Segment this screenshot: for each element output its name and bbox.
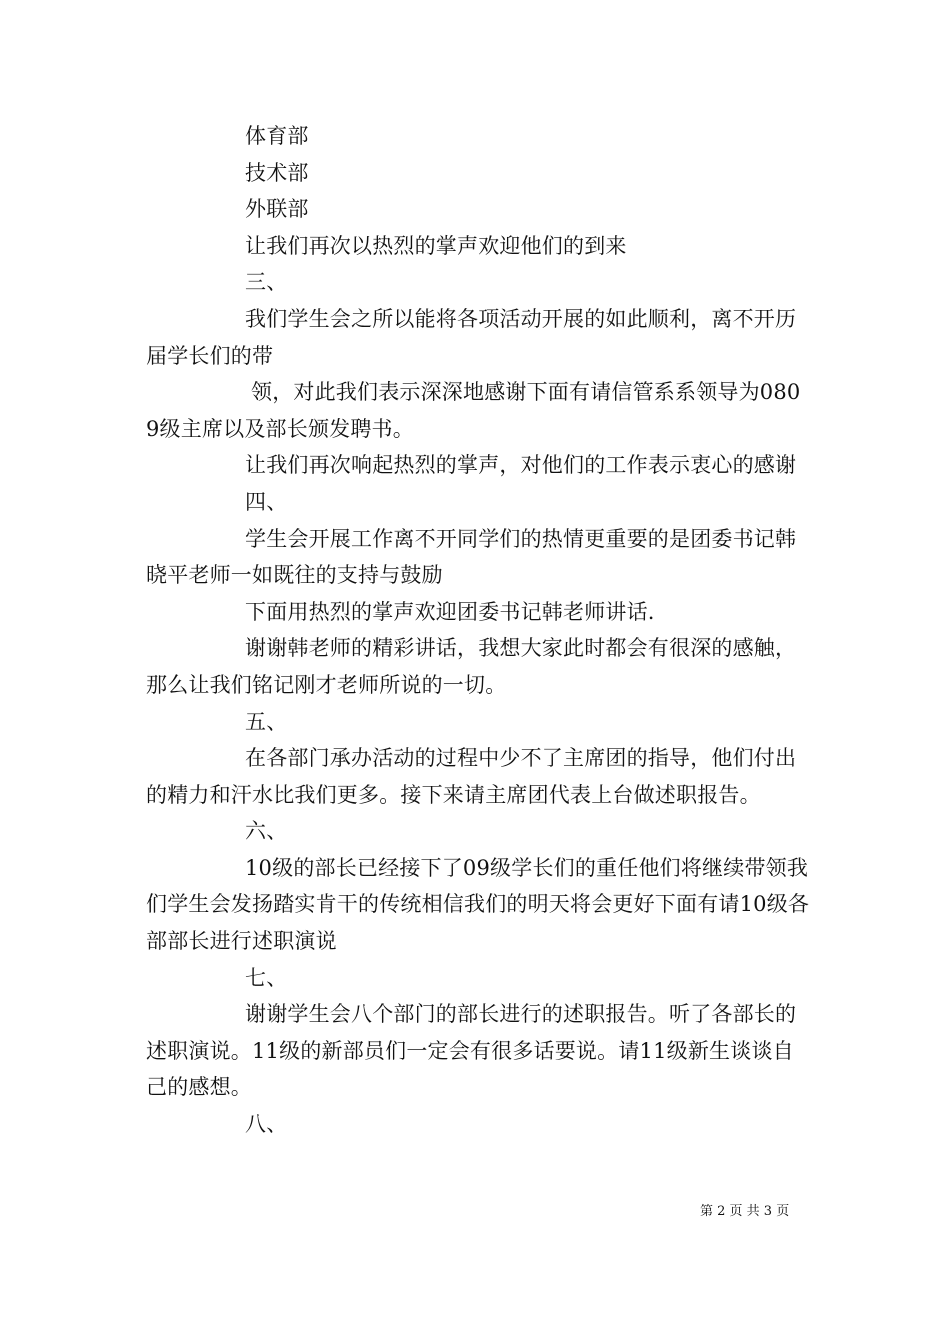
section-heading-7: 七、 bbox=[245, 965, 288, 990]
paragraph-welcome-applause: 让我们再次以热烈的掌声欢迎他们的到来 bbox=[245, 233, 627, 258]
paragraph-tech-dept: 技术部 bbox=[245, 160, 309, 185]
paragraph-appointment-letters: 领，对此我们表示深深地感谢下面有请信管系系领导为0809级主席以及部长颁发聘书。 bbox=[146, 380, 801, 441]
paragraph-league-secretary-support: 学生会开展工作离不开同学们的热情更重要的是团委书记韩晓平老师一如既往的支持与鼓励 bbox=[146, 526, 797, 588]
section-heading-4: 四、 bbox=[245, 489, 288, 514]
paragraph-thanks-seniors: 我们学生会之所以能将各项活动开展的如此顺利，离不开历届学长们的带 bbox=[146, 306, 797, 368]
paragraph-sports-dept: 体育部 bbox=[245, 124, 309, 148]
paragraph-welcome-speech: 下面用热烈的掌声欢迎团委书记韩老师讲话. bbox=[245, 599, 655, 624]
paragraph-thanks-speech: 谢谢韩老师的精彩讲话，我想大家此时都会有很深的感触，那么让我们铭记刚才老师所说的一切。 bbox=[146, 636, 797, 697]
paragraph-liaison-dept: 外联部 bbox=[245, 197, 309, 222]
section-heading-6: 六、 bbox=[245, 819, 288, 844]
paragraph-new-members: 谢谢学生会八个部门的部长进行的述职报告。听了各部长的述职演说。11级的新部员们一定会有很多话要说。请11级新生谈谈自己的感想。 bbox=[146, 1002, 797, 1100]
paragraph-presidium-report: 在各部门承办活动的过程中少不了主席团的指导，他们付出的精力和汗水比我们更多。接下来请主席团代表上台做述职报告。 bbox=[146, 746, 797, 807]
paragraph-applause-thanks: 让我们再次响起热烈的掌声，对他们的工作表示衷心的感谢 bbox=[245, 453, 797, 478]
section-heading-5: 五、 bbox=[245, 709, 288, 734]
section-heading-3: 三、 bbox=[245, 270, 288, 295]
document-body bbox=[146, 118, 810, 1143]
page-number-footer: 第 2 页 共 3 页 bbox=[700, 1204, 790, 1219]
section-heading-8: 八、 bbox=[245, 1112, 288, 1137]
paragraph-ministers-speech: 10级的部长已经接下了09级学长们的重任他们将继续带领我们学生会发扬踏实肯干的传统相信我们的明天将会更好下面有请10级各部部长进行述职演说 bbox=[146, 855, 810, 954]
